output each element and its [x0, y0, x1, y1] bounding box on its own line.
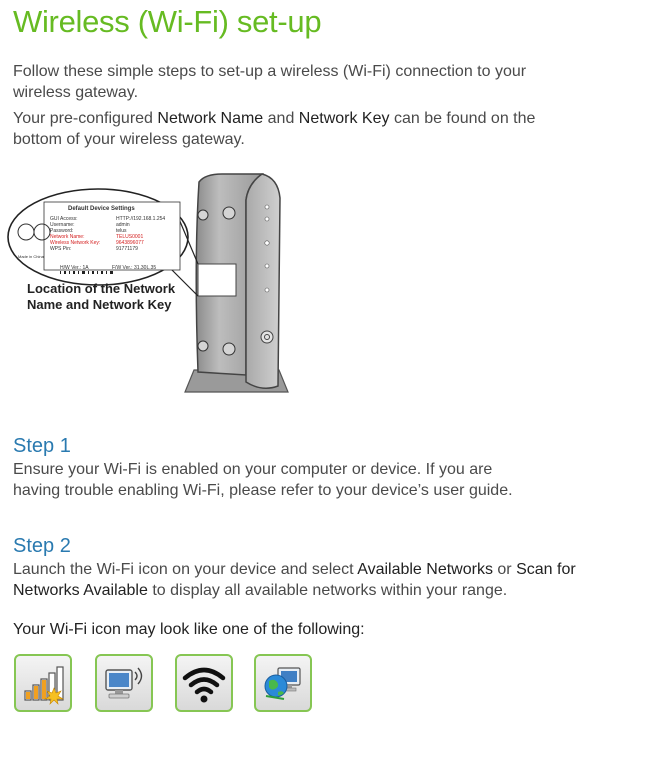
monitor-wireless-icon — [97, 656, 151, 710]
signal-bars-icon — [16, 656, 70, 710]
power-led — [265, 205, 269, 209]
ethernet-led — [265, 264, 269, 268]
screw — [198, 210, 208, 220]
label-value: 9643896077 — [116, 240, 144, 246]
screw — [223, 207, 235, 219]
hw-version: H/W Ver.: 1A — [60, 265, 89, 271]
step2-heading: Step 2 — [13, 535, 71, 557]
wifi-tile — [175, 654, 233, 712]
scan-networks-term: Scan for Networks Available — [13, 561, 576, 599]
wifi-led — [265, 288, 269, 292]
internet-led — [265, 241, 269, 245]
status-led — [265, 217, 269, 221]
made-in-text: Made in China — [18, 254, 44, 259]
label-key: WPS Pin: — [50, 246, 72, 252]
page-title: Wireless (Wi-Fi) set-up — [13, 4, 322, 39]
label-value: telus — [116, 228, 127, 234]
label-value: 91771179 — [116, 246, 138, 252]
available-networks-term: Available Networks — [357, 561, 493, 578]
step1-heading: Step 1 — [13, 435, 71, 457]
label-value: admin — [116, 222, 130, 228]
label-plate — [198, 264, 236, 296]
network-globe-tile — [254, 654, 312, 712]
monitor-wireless-tile — [95, 654, 153, 712]
network-name-term: Network Name — [157, 110, 264, 127]
step2-text: Launch the Wi-Fi icon on your device and select Available Networks or Scan for Networks Available to display all available networks within your range. — [13, 561, 576, 599]
network-key-term: Network Key — [298, 110, 390, 127]
wps-button — [261, 331, 273, 343]
location-paragraph: Your pre-configured Network Name and Network Key can be found on the bottom of your wireless gateway. — [13, 110, 536, 148]
label-heading: Default Device Settings — [68, 206, 135, 212]
intro-paragraph: Follow these simple steps to set-up a wireless (Wi-Fi) connection to your wireless gateway. — [13, 63, 527, 101]
icons-intro: Your Wi-Fi icon may look like one of the following: — [13, 621, 365, 638]
screw — [223, 343, 235, 355]
diagram-caption: Location of the Network Name and Network Key — [27, 281, 176, 312]
signal-bars-tile — [14, 654, 72, 712]
label-value: HTTP://192.168.1.254 — [116, 216, 166, 222]
label-key: Wireless Network Key: — [50, 240, 101, 246]
label-value: TELUS0001 — [116, 234, 144, 240]
network-globe-icon — [256, 656, 310, 710]
step1-text: Ensure your Wi-Fi is enabled on your computer or device. If you are having trouble enabling Wi-Fi, please refer to your device’s user guide. — [13, 461, 513, 499]
label-key: Username: — [50, 222, 75, 228]
gateway-front — [246, 174, 280, 388]
label-key: GUI Access: — [50, 216, 78, 222]
label-key: Password: — [50, 228, 74, 234]
wifi-icon — [177, 656, 231, 710]
fw-version: F/W Ver.: 31.30L.35 — [112, 265, 157, 271]
screw — [198, 341, 208, 351]
label-key: Network Name: — [50, 234, 85, 240]
